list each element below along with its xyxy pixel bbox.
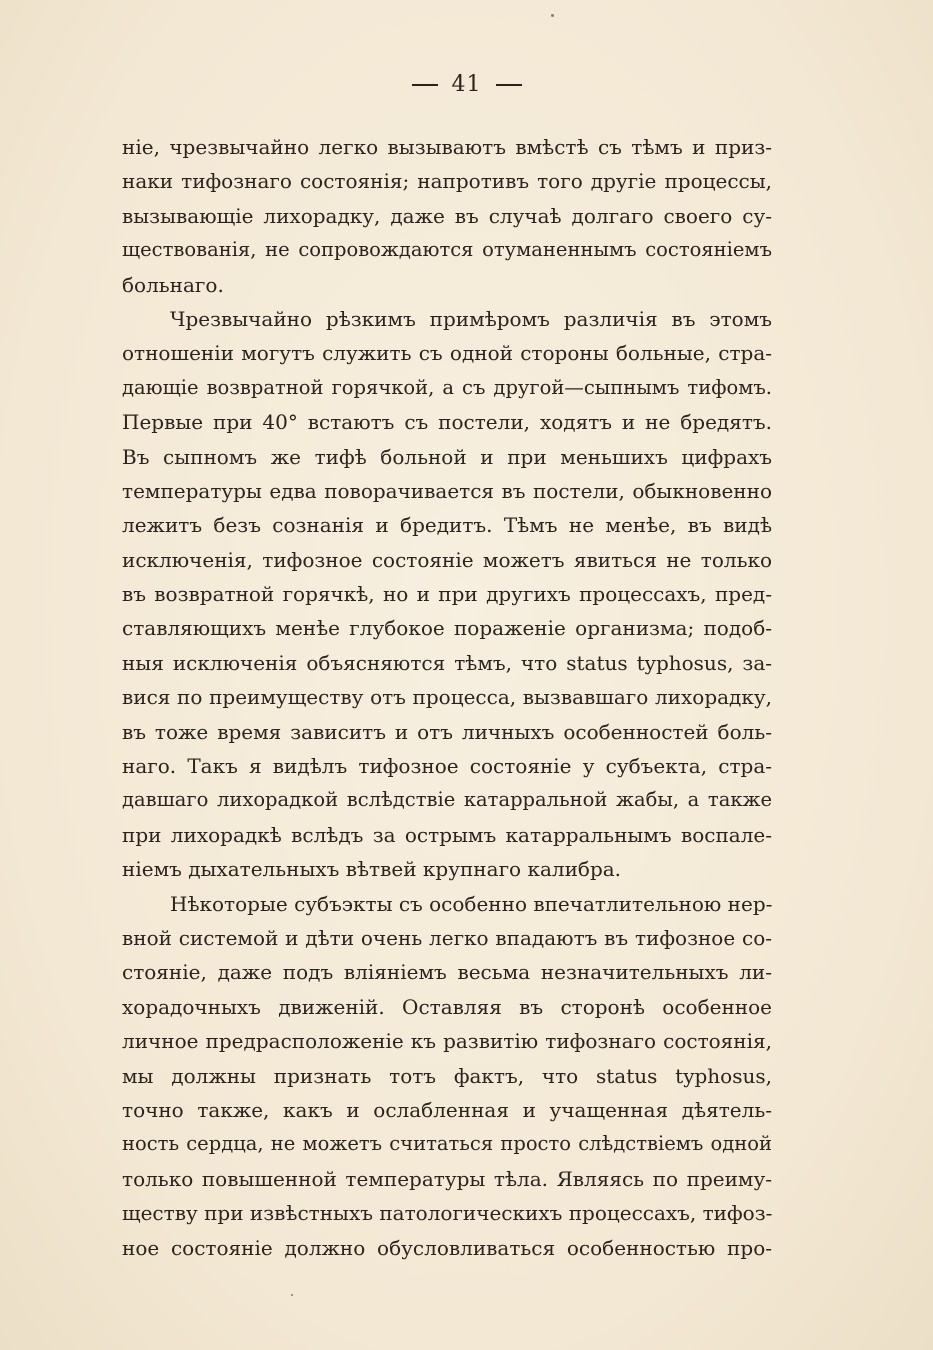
text-line: въ тоже время зависитъ и отъ личныхъ особенностей боль- [122,719,772,744]
text-line: ставляющихъ менѣе глубокое пораженіе организма; подоб- [122,616,772,641]
header-dash-right [496,84,522,86]
text-line: ніе, чрезвычайно легко вызываютъ вмѣстѣ съ тѣмъ и приз- [122,135,772,159]
text-line: вной системой и дѣти очень легко впадаютъ въ тифозное со- [122,925,772,950]
text-line: Въ сыпномъ же тифѣ больной и при меньшихъ цифрахъ [122,444,772,469]
text-line: дающіе возвратной горячкой, а съ другой—сыпнымъ тифомъ. [122,375,772,399]
text-line: ность сердца, не можетъ считаться просто слѣдствіемъ одной [122,1132,772,1156]
paper-speck [551,14,554,17]
text-line: ное состояніе должно обусловливаться особенностью про- [122,1235,772,1260]
text-line: давшаго лихорадкой вслѣдствіе катарральной жабы, а также [122,788,772,812]
text-line: вися по преимуществу отъ процесса, вызвавшаго лихорадку, [122,685,772,710]
text-line: лежитъ безъ сознанія и бредитъ. Тѣмъ не менѣе, въ видѣ [122,513,772,538]
paper-speck [291,1294,293,1296]
page-number: 41 [451,72,482,97]
text-line: отношеніи могутъ служить съ одной стороны больные, стра- [122,341,772,366]
text-line: вызывающіе лихорадку, даже въ случаѣ долгаго своего су- [122,203,772,228]
text-line: температуры едва поворачивается въ постели, обыкновенно [122,478,772,503]
text-line: точно также, какъ и ослабленная и учащенная дѣятель- [122,1097,772,1122]
text-line: больнаго. [122,272,224,297]
text-line: при лихорадкѣ вслѣдъ за острымъ катарральнымъ воспале- [122,822,772,847]
header-dash-left [412,84,438,86]
text-line: въ возвратной горячкѣ, но и при другихъ процессахъ, пред- [122,582,772,607]
text-line: ществованія, не сопровождаются отуманеннымъ состояніемъ [122,238,772,262]
text-line: наки тифознаго состоянія; напротивъ того другіе процессы, [122,169,772,194]
page-header [0,72,933,97]
text-line: ныя исключенія объясняются тѣмъ, что status typhosus, за- [122,650,772,675]
text-line: хорадочныхъ движеній. Оставляя въ сторонѣ особенное [122,994,772,1019]
text-line: Нѣкоторые субъэкты съ особенно впечатлительною нер- [170,891,773,916]
text-line: только повышенной температуры тѣла. Являясь по преиму- [122,1166,772,1191]
text-line: мы должны признать тотъ фактъ, что status typhosus, [122,1063,772,1088]
text-line: ніемъ дыхательныхъ вѣтвей крупнаго калибра. [122,857,622,882]
text-line: Чрезвычайно рѣзкимъ примѣромъ различія въ этомъ [170,306,772,331]
text-line: ществу при извѣстныхъ патологическихъ процессахъ, тифоз- [122,1201,773,1226]
text-line: стояніе, даже подъ вліяніемъ весьма незначительныхъ ли- [122,960,772,985]
text-line: личное предрасположеніе къ развитію тифознаго состоянія, [122,1029,772,1054]
body-text [122,130,772,1265]
text-line: наго. Такъ я видѣлъ тифозное состояніе у субъекта, стра- [122,754,772,779]
text-line: исключенія, тифозное состояніе можетъ явиться не только [122,547,772,572]
text-line: Первые при 40° встаютъ съ постели, ходятъ и не бредятъ. [122,410,772,435]
